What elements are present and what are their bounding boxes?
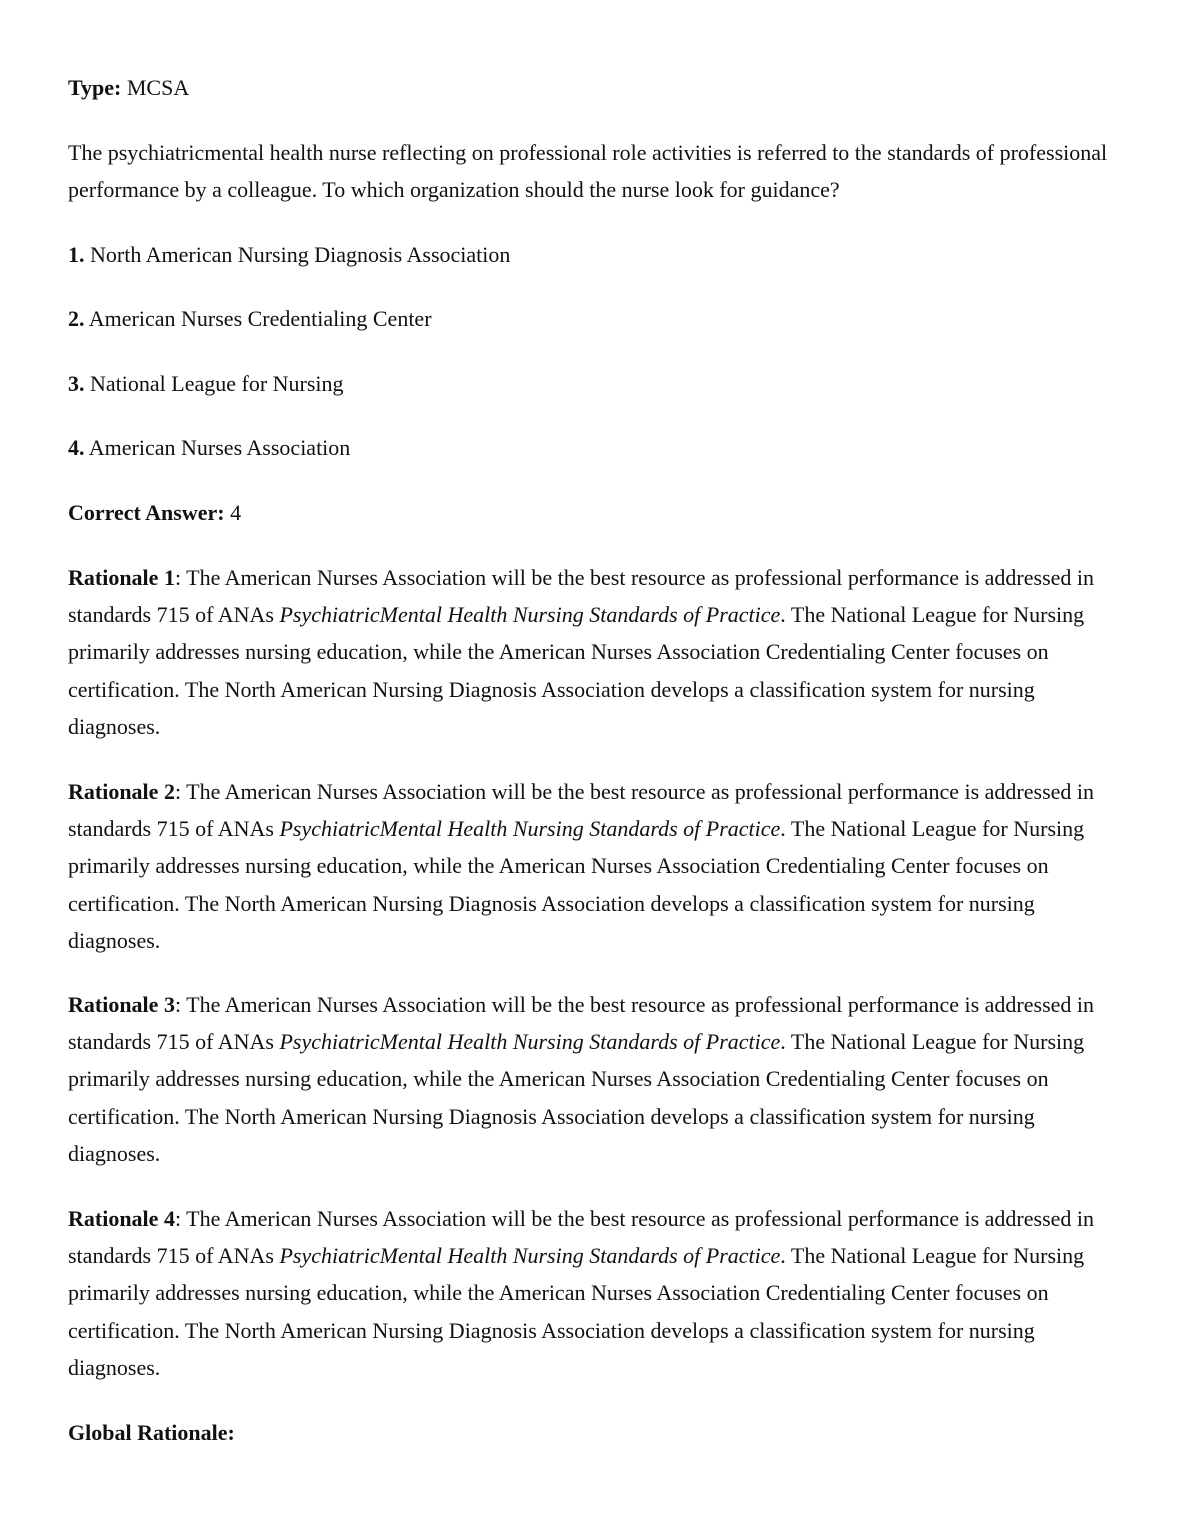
- option-text: North American Nursing Diagnosis Association: [90, 242, 511, 267]
- rationale-text: : The American Nurses Association will be the best resource as professional performance is addressed in standards 715 of ANAs: [68, 565, 1095, 628]
- option-text: American Nurses Credentialing Center: [88, 306, 432, 331]
- rationale-1: [68, 559, 1108, 745]
- rationale-text: : The American Nurses Association will be the best resource as professional performance is addressed in standards 715 of ANAs: [68, 779, 1095, 842]
- option-3: [68, 371, 344, 397]
- option-1: [68, 242, 510, 268]
- rationale-3: [68, 986, 1108, 1172]
- correct-answer: [68, 500, 241, 526]
- rationale-title: PsychiatricMental Health Nursing Standards of Practice: [279, 816, 781, 842]
- question-stem: The psychiatricmental health nurse reflecting on professional role activities is referred to the standards of professional performance by a colleague. To which organization should the nurse look for guidance?: [68, 140, 1108, 203]
- type-label: Type:: [68, 75, 122, 100]
- rationale-text: : The American Nurses Association will be the best resource as professional performance is addressed in standards 715 of ANAs: [68, 1206, 1095, 1269]
- option-number: 2.: [68, 306, 85, 331]
- rationale-text: : The American Nurses Association will be the best resource as professional performance is addressed in standards 715 of ANAs: [68, 992, 1095, 1055]
- type-value: MCSA: [126, 75, 190, 100]
- rationale-text-end: . The National League for Nursing primarily addresses nursing education, while the American Nurses Association Credentialing Center focuses on certification. The North American Nursing Diagnosis Association develops a classification system for nursing diagnoses.: [68, 602, 1085, 739]
- correct-answer-value: 4: [230, 500, 242, 525]
- correct-answer-label: Correct Answer:: [68, 500, 225, 525]
- question-type: [68, 75, 189, 101]
- rationale-text-end: . The National League for Nursing primarily addresses nursing education, while the American Nurses Association Credentialing Center focuses on certification. The North American Nursing Diagnosis Association develops a classification system for nursing diagnoses.: [68, 816, 1085, 953]
- option-number: 4.: [68, 435, 85, 460]
- rationale-text-end: . The National League for Nursing primarily addresses nursing education, while the American Nurses Association Credentialing Center focuses on certification. The North American Nursing Diagnosis Association develops a classification system for nursing diagnoses.: [68, 1029, 1085, 1166]
- rationale-text-end: . The National League for Nursing primarily addresses nursing education, while the American Nurses Association Credentialing Center focuses on certification. The North American Nursing Diagnosis Association develops a classification system for nursing diagnoses.: [68, 1243, 1085, 1380]
- option-text: American Nurses Association: [88, 435, 351, 460]
- rationale-title: PsychiatricMental Health Nursing Standards of Practice: [279, 1029, 781, 1055]
- option-4: [68, 435, 350, 461]
- rationale-label: Rationale 1: [68, 565, 175, 590]
- rationale-2: [68, 773, 1108, 959]
- rationale-label: Rationale 2: [68, 779, 175, 804]
- global-rationale-label: Global Rationale:: [68, 1420, 235, 1445]
- rationale-title: PsychiatricMental Health Nursing Standards of Practice: [279, 602, 781, 628]
- rationale-title: PsychiatricMental Health Nursing Standards of Practice: [279, 1243, 781, 1269]
- rationale-label: Rationale 4: [68, 1206, 175, 1231]
- global-rationale: [68, 1420, 235, 1446]
- option-2: [68, 306, 432, 332]
- option-number: 1.: [68, 242, 85, 267]
- rationale-4: [68, 1200, 1108, 1386]
- rationale-label: Rationale 3: [68, 992, 175, 1017]
- option-text: National League for Nursing: [90, 371, 344, 396]
- option-number: 3.: [68, 371, 85, 396]
